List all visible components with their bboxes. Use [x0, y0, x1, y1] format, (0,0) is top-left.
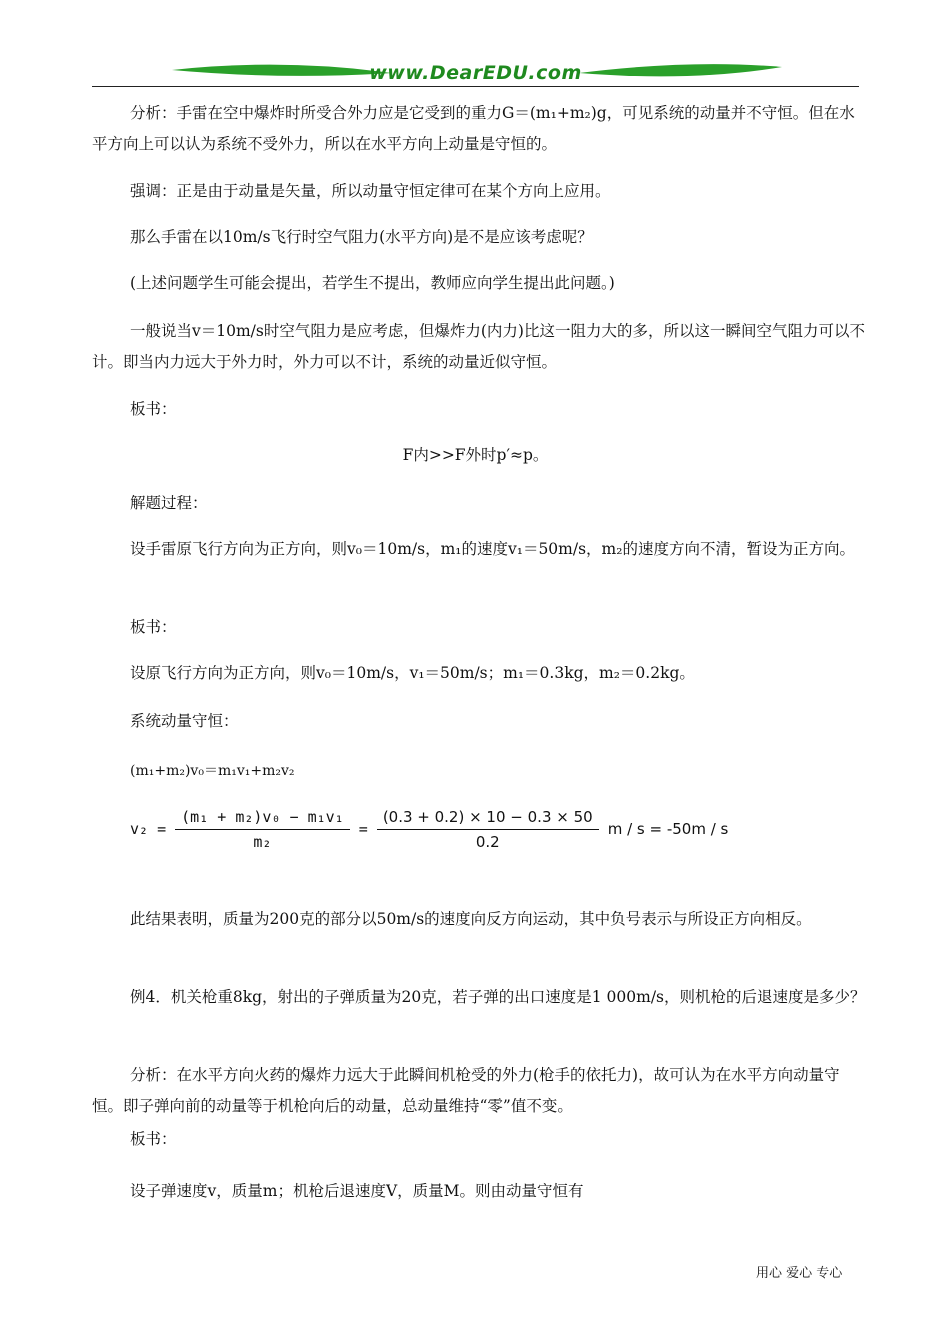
formula-result: m / s = -50m / s	[607, 820, 729, 838]
paragraph-givens: 设原飞行方向为正方向，则v₀＝10m/s，v₁＝50m/s；m₁＝0.3kg，m₂＝0.2kg。	[130, 664, 695, 682]
paragraph-conservation: 系统动量守恒：	[130, 712, 239, 730]
paragraph-question: 那么手雷在以10m/s飞行时空气阻力(水平方向)是不是应该考虑呢？	[130, 228, 593, 246]
header-rule	[92, 86, 859, 87]
site-header	[92, 56, 859, 90]
board-formula: F内>>F外时p′≈p。	[402, 446, 549, 464]
formula-denominator-numeric: 0.2	[475, 833, 500, 851]
formula-fraction-numeric	[377, 808, 599, 851]
formula-denominator-symbolic: m₂	[253, 833, 272, 851]
paragraph-analysis-2: 分析：在水平方向火药的爆炸力远大于此瞬间机枪受的外力(枪手的依托力)，故可认为在水平方向动量守恒。即子弹向前的动量等于机枪向后的动量，总动量维持“零”值不变。	[92, 1066, 840, 1115]
formula-numerator-symbolic: (m₁ + m₂)v₀ − m₁v₁	[175, 808, 350, 830]
paragraph-solution: 解题过程：	[130, 494, 208, 512]
paragraph-explanation: 一般说当v＝10m/s时空气阻力是应考虑，但爆炸力(内力)比这一阻力大的多，所以这一瞬间空气阻力可以不计。即当内力远大于外力时，外力可以不计，系统的动量近似守恒。	[92, 322, 865, 371]
paragraph-board-3: 板书：	[130, 1130, 177, 1148]
equation-momentum: (m₁+m₂)v₀＝m₁v₁+m₂v₂	[130, 763, 295, 779]
paragraph-emphasis: 强调：正是由于动量是矢量，所以动量守恒定律可在某个方向上应用。	[130, 182, 611, 200]
page-footer: 用心 爱心 专心	[756, 1266, 843, 1281]
paragraph-note: (上述问题学生可能会提出，若学生不提出，教师应向学生提出此问题。)	[130, 274, 615, 292]
formula-equals: =	[358, 820, 368, 838]
formula-fraction-symbolic	[175, 808, 350, 851]
formula-numerator-numeric: (0.3 + 0.2) × 10 − 0.3 × 50	[377, 808, 599, 830]
paragraph-setup-2: 设子弹速度v，质量m；机枪后退速度V，质量M。则由动量守恒有	[130, 1182, 584, 1200]
formula-lhs: v₂ =	[130, 820, 167, 838]
paragraph-result: 此结果表明，质量为200克的部分以50m/s的速度向反方向运动，其中负号表示与所设正方向相反。	[130, 910, 812, 928]
paragraph-example-4: 例4．机关枪重8kg，射出的子弹质量为20克，若子弹的出口速度是1 000m/s，则机枪的后退速度是多少？	[130, 988, 866, 1006]
paragraph-analysis: 分析：手雷在空中爆炸时所受合外力应是它受到的重力G＝(m₁+m₂)g，可见系统的动量并不守恒。但在水平方向上可以认为系统不受外力，所以在水平方向上动量是守恒的。	[92, 104, 855, 153]
paragraph-board-1: 板书：	[130, 400, 177, 418]
paragraph-board-2: 板书：	[130, 618, 177, 636]
site-logo-text[interactable]: www.DearEDU.com	[369, 62, 582, 84]
equation-v2	[130, 808, 728, 851]
paragraph-setup: 设手雷原飞行方向为正方向，则v₀＝10m/s，m₁的速度v₁＝50m/s，m₂的速度方向不清，暂设为正方向。	[130, 540, 855, 558]
